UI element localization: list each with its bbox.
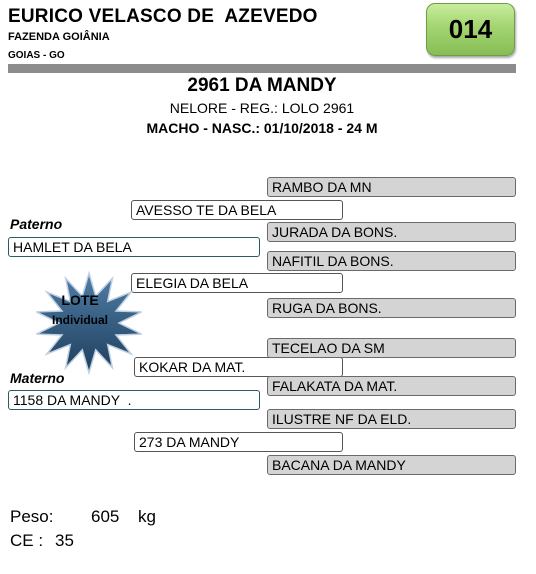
paternal-grandsire-box: AVESSO TE DA BELA — [131, 200, 343, 220]
weight-label: Peso: — [10, 507, 54, 526]
sex-birth-age: MACHO - NASC.: 01/10/2018 - 24 M — [146, 120, 378, 136]
ce-label: CE : — [10, 531, 44, 550]
ce-value: 35 — [55, 531, 74, 550]
great-grandparent-box: ILUSTRE NF DA ELD. — [267, 409, 516, 429]
paternal-granddam-box: ELEGIA DA BELA — [131, 273, 343, 293]
maternal-label: Materno — [10, 370, 65, 386]
breed-registration: NELORE - REG.: LOLO 2961 — [169, 100, 355, 116]
paternal-label: Paterno — [10, 216, 63, 232]
weight-value: 605 — [91, 507, 120, 526]
farm-name: FAZENDA GOIÂNIA — [8, 31, 110, 43]
owner-name: EURICO VELASCO DE AZEVEDO — [8, 6, 318, 27]
great-grandparent-box: RAMBO DA MN — [267, 177, 516, 197]
dam-box: 1158 DA MANDY . — [8, 390, 260, 410]
great-grandparent-box: NAFITIL DA BONS. — [267, 251, 516, 271]
badge-line-2: Individual — [51, 313, 108, 327]
sire-box: HAMLET DA BELA — [8, 237, 260, 257]
great-grandparent-box: RUGA DA BONS. — [267, 298, 516, 318]
maternal-granddam-box: 273 DA MANDY — [134, 432, 343, 452]
great-grandparent-box: BACANA DA MANDY — [267, 455, 516, 475]
badge-line-1: LOTE — [61, 292, 99, 308]
animal-name: 2961 DA MANDY — [187, 75, 337, 96]
great-grandparent-box: FALAKATA DA MAT. — [267, 376, 516, 396]
lot-number-badge: 014 — [426, 3, 515, 56]
weight-unit: kg — [138, 507, 156, 526]
maternal-grandsire-box: KOKAR DA MAT. — [134, 357, 343, 377]
farm-location: GOIAS - GO — [8, 50, 65, 61]
great-grandparent-box: JURADA DA BONS. — [267, 222, 516, 242]
header-divider — [8, 64, 516, 73]
great-grandparent-box: TECELAO DA SM — [267, 338, 516, 358]
